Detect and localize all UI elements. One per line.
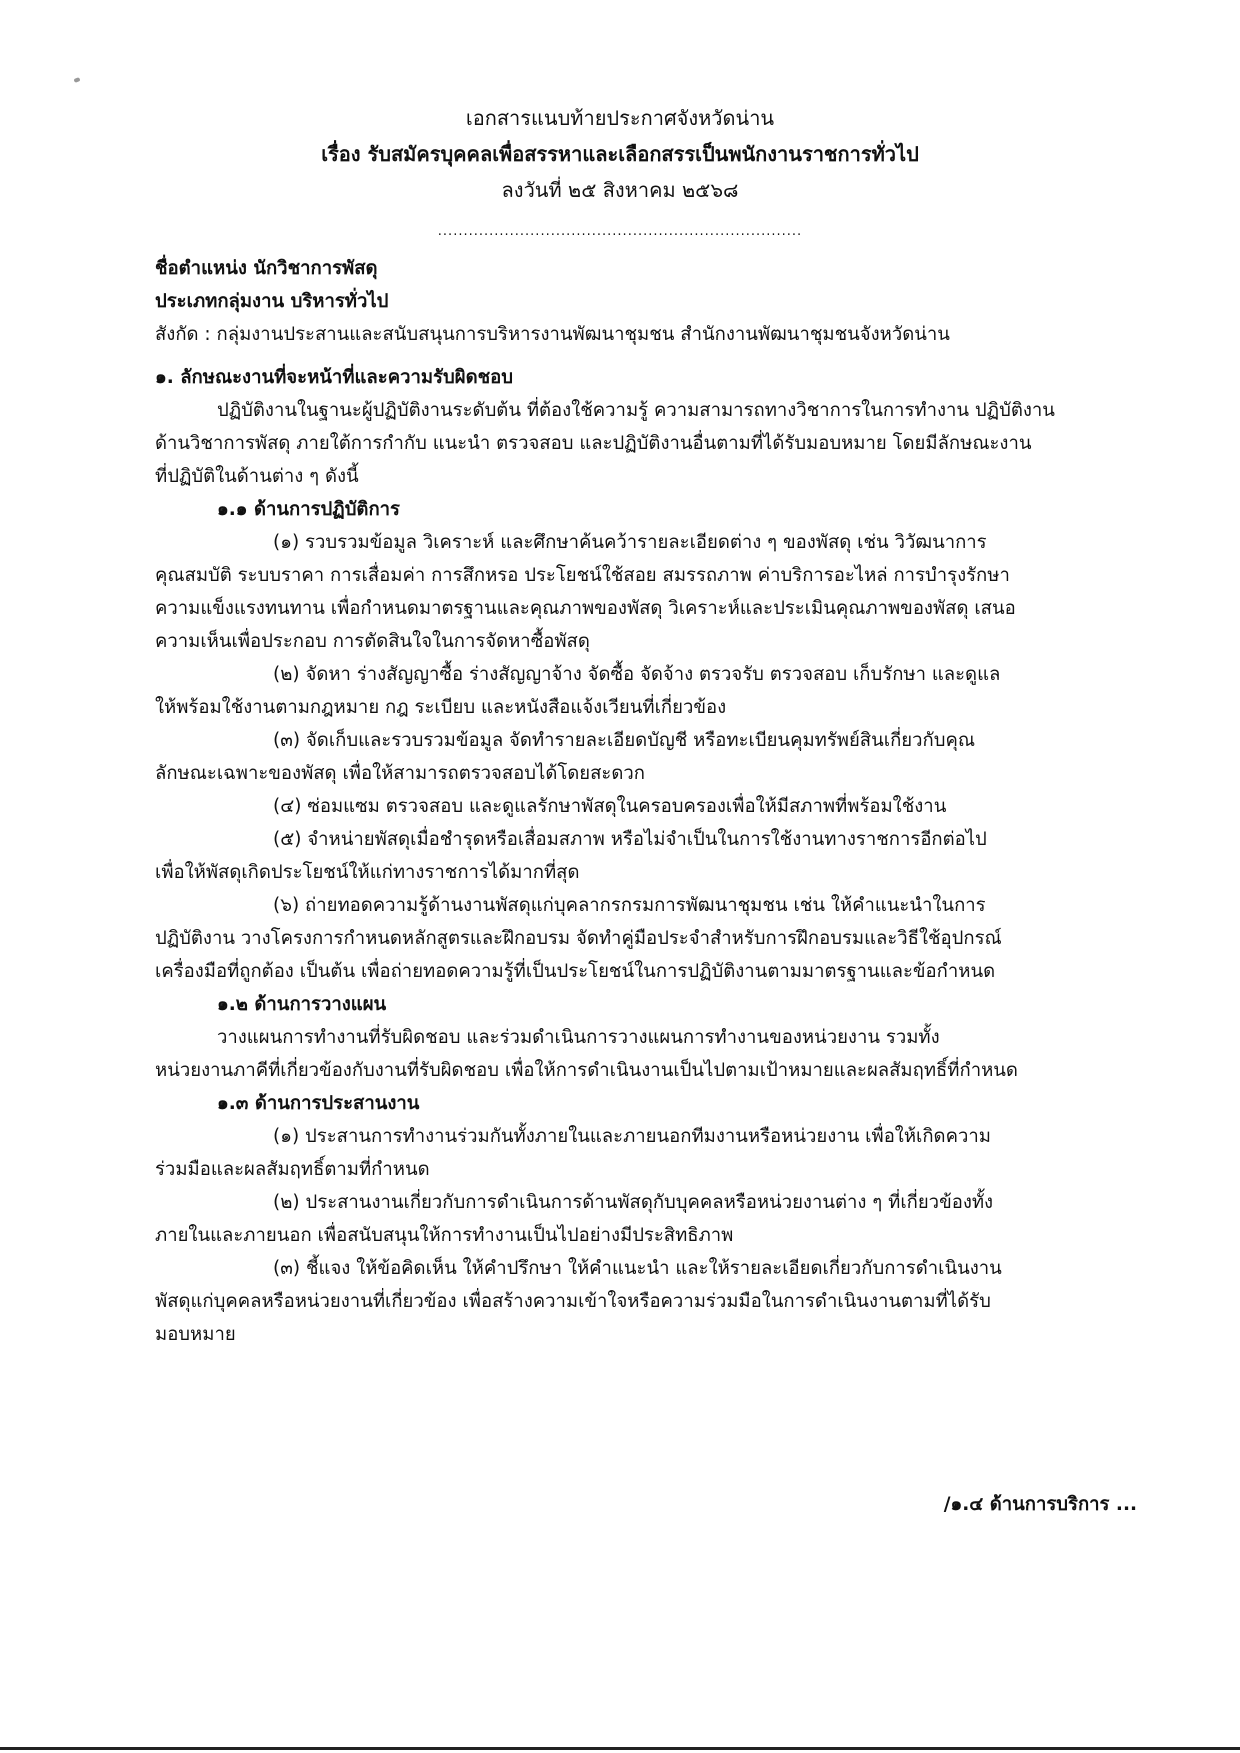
position-affiliation: สังกัด : กลุ่มงานประสานและสนับสนุนการบริหารงานพัฒนาชุมชน สำนักงานพัฒนาชุมชนจังหวัดน่าน: [155, 324, 950, 345]
continuation-ref: /๑.๔ ด้านการบริการ ...: [943, 1494, 1137, 1515]
sub1-item-5-line: เพื่อให้พัสดุเกิดประโยชน์ให้แก่ทางราชการได้มากที่สุด: [155, 862, 580, 883]
section1-intro-line: ที่ปฏิบัติในด้านต่าง ๆ ดังนี้: [155, 466, 359, 487]
header-line-1: เอกสารแนบท้ายประกาศจังหวัดน่าน: [465, 106, 775, 130]
scan-bottom-edge: [0, 1747, 1240, 1750]
sub3-item-3-line: มอบหมาย: [155, 1324, 236, 1345]
sub2-line: วางแผนการทำงานที่รับผิดชอบ และร่วมดำเนินการวางแผนการทำงานของหน่วยงาน รวมทั้ง: [217, 1027, 940, 1048]
sub1-item-2-line: (๒) จัดหา ร่างสัญญาซื้อ ร่างสัญญาจ้าง จัดซื้อ จัดจ้าง ตรวจรับ ตรวจสอบ เก็บรักษา และดูแล: [273, 664, 1001, 685]
sub1-item-1-line: คุณสมบัติ ระบบราคา การเสื่อมค่า การสึกหรอ ประโยชน์ใช้สอย สมรรถภาพ ค่าบริการอะไหล่ การบำรุงรักษา: [155, 565, 1010, 586]
sub1-item-1-line: ความแข็งแรงทนทาน เพื่อกำหนดมาตรฐานและคุณภาพของพัสดุ วิเคราะห์และประเมินคุณภาพของพัสดุ เสนอ: [155, 598, 1016, 619]
sub1-item-5-line: (๕) จำหน่ายพัสดุเมื่อชำรุดหรือเสื่อมสภาพ หรือไม่จำเป็นในการใช้งานทางราชการอีกต่อไป: [273, 829, 987, 850]
sub1-item-3-line: ลักษณะเฉพาะของพัสดุ เพื่อให้สามารถตรวจสอบได้โดยสะดวก: [155, 763, 645, 784]
sub3-heading: ๑.๓ ด้านการประสานงาน: [217, 1093, 420, 1114]
sub1-heading: ๑.๑ ด้านการปฏิบัติการ: [217, 499, 400, 520]
header-date: ลงวันที่ ๒๕ สิงหาคม ๒๕๖๘: [501, 178, 739, 202]
header-divider: .......................................................................: [437, 224, 803, 239]
sub1-item-3-line: (๓) จัดเก็บและรวบรวมข้อมูล จัดทำรายละเอียดบัญชี หรือทะเบียนคุมทรัพย์สินเกี่ยวกับคุณ: [273, 730, 975, 751]
position-group: [155, 285, 1133, 318]
document-header: [120, 100, 1120, 242]
position-group-label: ประเภทกลุ่มงาน: [155, 291, 285, 312]
sub3-item-2-line: ภายในและภายนอก เพื่อสนับสนุนให้การทำงานเป็นไปอย่างมีประสิทธิภาพ: [155, 1225, 734, 1246]
sub1-item-2-line: ให้พร้อมใช้งานตามกฎหมาย กฎ ระเบียบ และหนังสือแจ้งเวียนที่เกี่ยวข้อง: [155, 697, 727, 718]
sub3-item-3-line: พัสดุแก่บุคคลหรือหน่วยงานที่เกี่ยวข้อง เพื่อสร้างความเข้าใจหรือความร่วมมือในการดำเนินงานตามที่ได้รับ: [155, 1291, 991, 1312]
sub2-line: หน่วยงานภาคีที่เกี่ยวข้องกับงานที่รับผิดชอบ เพื่อให้การดำเนินงานเป็นไปตามเป้าหมายและผลสัมฤทธิ์ที่กำหนด: [155, 1060, 1018, 1081]
position-name-label: ชื่อตำแหน่ง: [155, 258, 247, 279]
sub3-item-3-line: (๓) ชี้แจง ให้ข้อคิดเห็น ให้คำปรึกษา ให้คำแนะนำ และให้รายละเอียดเกี่ยวกับการดำเนินงาน: [273, 1258, 1002, 1279]
position-group-value: บริหารทั่วไป: [290, 291, 389, 312]
position-name-value: นักวิชาการพัสดุ: [253, 258, 378, 279]
position-name: [155, 252, 1133, 285]
section1-intro-line: ด้านวิชาการพัสดุ ภายใต้การกำกับ แนะนำ ตรวจสอบ และปฏิบัติงานอื่นตามที่ได้รับมอบหมาย โดยมีลักษณะงาน: [155, 433, 1032, 454]
sub1-item-6-line: ปฏิบัติงาน วางโครงการกำหนดหลักสูตรและฝึกอบรม จัดทำคู่มือประจำสำหรับการฝึกอบรมและวิธีใช้อุปกรณ์: [155, 928, 1002, 949]
scan-speck: [73, 77, 80, 83]
section1-intro-line: ปฏิบัติงานในฐานะผู้ปฏิบัติงานระดับต้น ที่ต้องใช้ความรู้ ความสามารถทางวิชาการในการทำงาน ปฏิบัติงาน: [217, 400, 1055, 421]
sub3-item-2-line: (๒) ประสานงานเกี่ยวกับการดำเนินการด้านพัสดุกับบุคคลหรือหน่วยงานต่าง ๆ ที่เกี่ยวข้องทั้ง: [273, 1192, 994, 1213]
sub1-item-1-line: ความเห็นเพื่อประกอบ การตัดสินใจในการจัดหาซื้อพัสดุ: [155, 631, 590, 652]
document-body: [155, 252, 1133, 1351]
sub3-item-1-line: ร่วมมือและผลสัมฤทธิ์ตามที่กำหนด: [155, 1159, 430, 1180]
sub1-item-4-line: (๔) ซ่อมแซม ตรวจสอบ และดูแลรักษาพัสดุในครอบครองเพื่อให้มีสภาพที่พร้อมใช้งาน: [273, 796, 947, 817]
sub1-item-6-line: (๖) ถ่ายทอดความรู้ด้านงานพัสดุแก่บุคลากรกรมการพัฒนาชุมชน เช่น ให้คำแนะนำในการ: [273, 895, 986, 916]
sub1-item-1-line: (๑) รวบรวมข้อมูล วิเคราะห์ และศึกษาค้นคว้ารายละเอียดต่าง ๆ ของพัสดุ เช่น วิวัฒนาการ: [273, 532, 987, 553]
header-line-2: เรื่อง รับสมัครบุคคลเพื่อสรรหาและเลือกสรรเป็นพนักงานราชการทั่วไป: [321, 142, 919, 166]
section1-heading: ๑. ลักษณะงานที่จะหน้าที่และความรับผิดชอบ: [155, 367, 513, 388]
sub3-item-1-line: (๑) ประสานการทำงานร่วมกันทั้งภายในและภายนอกทีมงานหรือหน่วยงาน เพื่อให้เกิดความ: [273, 1126, 991, 1147]
sub1-item-6-line: เครื่องมือที่ถูกต้อง เป็นต้น เพื่อถ่ายทอดความรู้ที่เป็นประโยชน์ในการปฏิบัติงานตามมาตรฐานและข้อกำหนด: [155, 961, 996, 982]
sub2-heading: ๑.๒ ด้านการวางแผน: [217, 994, 387, 1015]
